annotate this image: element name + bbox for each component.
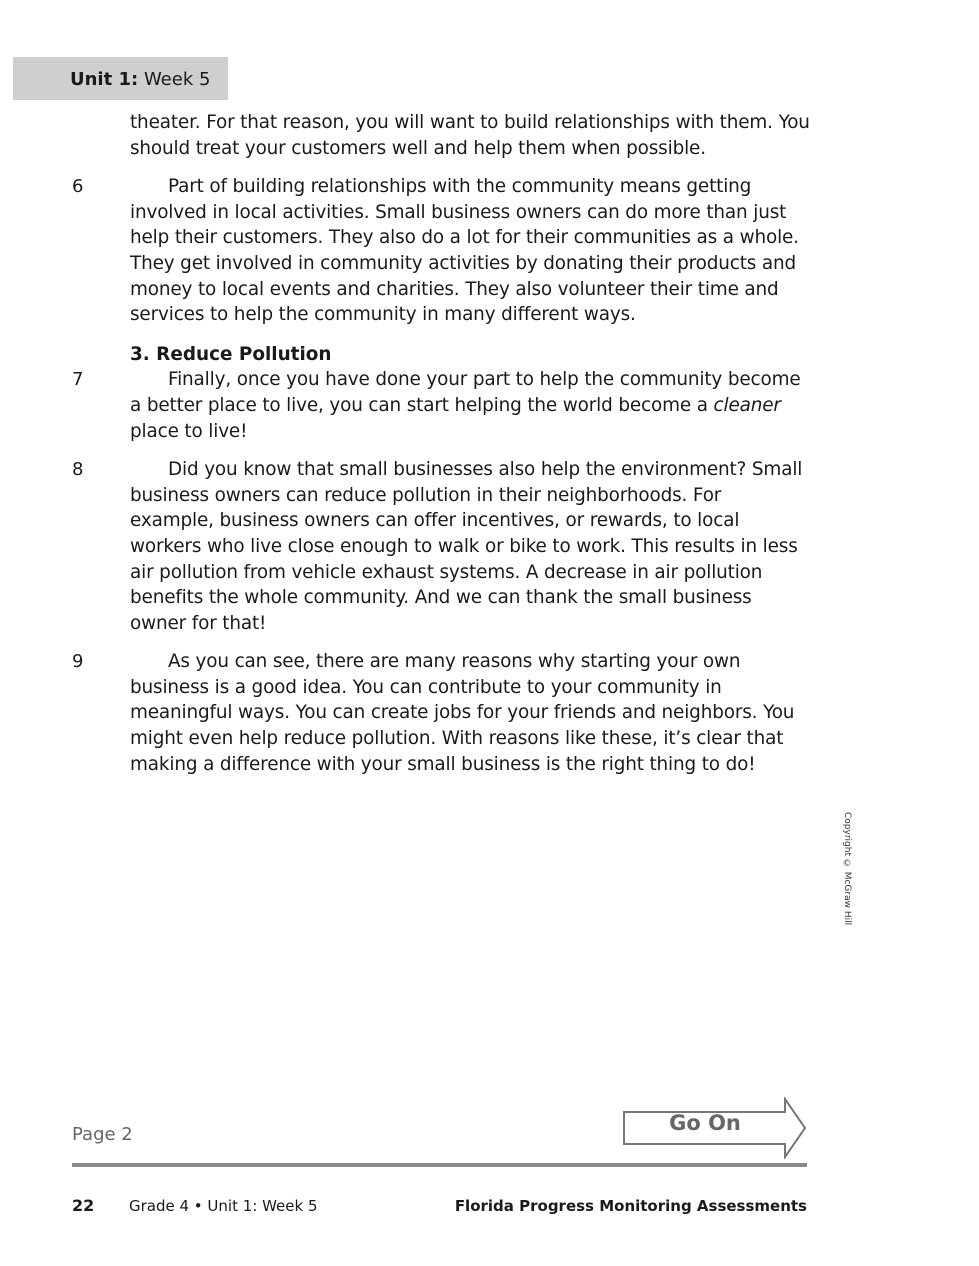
footer-title: Florida Progress Monitoring Assessments [454, 1197, 807, 1215]
week-label: Week 5 [143, 69, 211, 90]
paragraph-8 [0, 457, 979, 636]
paragraph-number: 7 [72, 369, 84, 391]
paragraph-text-body: Part of building relationships with the community means getting involved in local activities. Small business owners can do more than just help their customers. They also do a lot for their communities as a whole. They get involved in community activities by donating their products and money to local events and charities. They also volunteer their time and services to help the community in many different ways. [130, 176, 799, 326]
paragraph-continued [0, 110, 979, 161]
footer-grade-unit: Grade 4 • Unit 1: Week 5 [129, 1197, 318, 1215]
unit-label: Unit 1: [70, 69, 139, 90]
paragraph-text: theater. For that reason, you will want to build relationships with them. You should treat your customers well and help them when possible. [130, 112, 810, 159]
paragraph-6 [0, 174, 979, 328]
paragraph-text [130, 457, 810, 636]
paragraph-text-body: As you can see, there are many reasons why starting your own business is a good idea. You can contribute to your community in meaningful ways. You can create jobs for your friends and neighbors. You might even help reduce pollution. With reasons like these, it’s clear that making a difference with your small business is the right thing to do! [130, 651, 795, 775]
paragraph-text [130, 649, 810, 777]
page-label: Page 2 [72, 1124, 133, 1145]
paragraph-number: 8 [72, 459, 84, 481]
paragraph-text [130, 174, 810, 328]
footer-page-number: 22 [72, 1196, 95, 1215]
paragraph-text-before: Finally, once you have done your part to help the community become a better place to live, you can start helping the world become a [130, 369, 801, 416]
section-heading: 3. Reduce Pollution [130, 343, 332, 365]
paragraph-text-body: Did you know that small businesses also help the environment? Small business owners can reduce pollution in their neighborhoods. For example, business owners can offer incentives, or rewards, to local workers who live close enough to walk or bike to work. This results in less air pollution from vehicle exhaust systems. A decrease in air pollution benefits the whole community. And we can thank the small business owner for that! [130, 459, 803, 634]
paragraph-number: 9 [72, 651, 84, 673]
footer-divider [72, 1163, 807, 1167]
go-on-label: Go On [669, 1111, 741, 1135]
copyright-notice: Copyright © McGraw Hill [842, 812, 852, 926]
emphasized-word: cleaner [713, 394, 781, 416]
unit-week-tab [13, 57, 228, 100]
paragraph-number: 6 [72, 176, 84, 198]
go-on-arrow-button[interactable] [622, 1097, 808, 1159]
passage-body [0, 110, 979, 790]
paragraph-7 [0, 367, 979, 444]
paragraph-text [130, 367, 810, 444]
paragraph-9 [0, 649, 979, 777]
paragraph-text-after: place to live! [130, 420, 248, 442]
